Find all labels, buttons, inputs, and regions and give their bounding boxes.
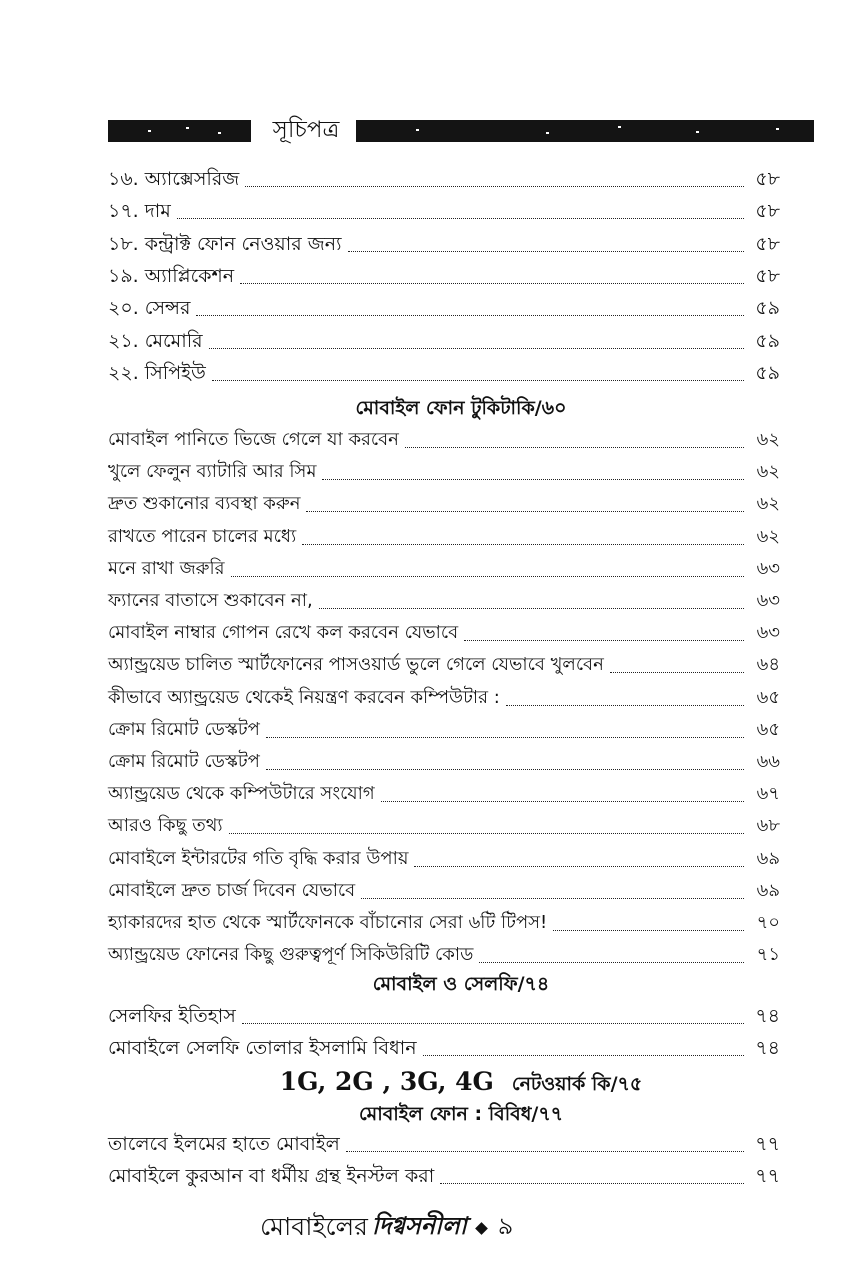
- footer-book-word: মোবাইলের: [260, 1211, 368, 1241]
- toc-entry: [108, 422, 780, 453]
- toc-entry: [108, 519, 780, 550]
- dotted-leader: [348, 250, 744, 252]
- toc-entry-page: ৭৪: [755, 1005, 780, 1027]
- toc-entry-label: দ্রুত শুকানোর ব্যবস্থা করুন: [108, 493, 301, 515]
- toc-entry-label: ১৮. কন্ট্রাক্ট ফোন নেওয়ার জন্য: [108, 232, 342, 255]
- toc-entry-label: ২২. সিপিইউ: [108, 361, 206, 384]
- toc-entry-page: ৬২: [756, 461, 780, 483]
- toc-entry-page: ৬৮: [756, 815, 780, 837]
- toc-entry-page: ৭৭: [755, 1165, 780, 1187]
- dotted-leader: [322, 478, 744, 480]
- toc-entry: [108, 323, 780, 354]
- toc-entry-label: সেলফির ইতিহাস: [108, 1005, 236, 1027]
- toc-entry: [108, 486, 780, 517]
- dotted-leader: [346, 1150, 744, 1152]
- toc-entry-label: আরও কিছু তথ্য: [108, 815, 223, 837]
- toc-entry-page: ৫৮: [755, 200, 780, 223]
- toc-entry-page: ৬৪: [756, 654, 780, 676]
- dotted-leader: [381, 800, 744, 802]
- dotted-leader: [212, 379, 744, 381]
- toc-entry-page: ৭৪: [755, 1037, 780, 1059]
- toc-entry-label: মোবাইলে কুরআন বা ধর্মীয় গ্রন্থ ইনস্টল করা: [108, 1165, 435, 1187]
- toc-entry: [108, 808, 780, 839]
- dotted-leader: [506, 704, 744, 706]
- toc-entry: [108, 355, 780, 386]
- toc-entry-page: ৫৮: [755, 264, 780, 287]
- section-heading-selfie: মোবাইল ও সেলফি/৭৪: [372, 973, 550, 995]
- dotted-leader: [361, 897, 744, 899]
- section-heading-misc: মোবাইল ফোন : বিবিধ/৭৭: [358, 1103, 564, 1125]
- dotted-leader: [610, 671, 744, 673]
- toc-entry-page: ৭১: [756, 944, 780, 966]
- toc-entry-page: ৭০: [756, 912, 780, 933]
- toc-entry: [108, 937, 780, 968]
- toc-entry: [108, 1126, 780, 1157]
- toc-entry-label: ক্রোম রিমোট ডেস্কটপ: [108, 751, 260, 772]
- toc-entry-page: ৬৩: [756, 557, 780, 579]
- dotted-leader: [231, 575, 744, 577]
- toc-entry-label: কীভাবে অ্যান্ড্রয়েড থেকেই নিয়ন্ত্রণ করবেন কম্পিউটার :: [108, 686, 500, 708]
- toc-entry-page: ৫৮: [755, 168, 780, 190]
- toc-entry-label: ১৭. দাম: [108, 200, 171, 223]
- toc-entry: [108, 905, 780, 936]
- dotted-leader: [405, 446, 744, 448]
- toc-entry: [108, 454, 780, 485]
- dotted-leader: [306, 510, 744, 512]
- toc-entry-label: অ্যান্ড্রয়েড ফোনের কিছু গুরুত্বপূর্ণ সিকিউরিটি কোড: [108, 944, 474, 966]
- toc-entry-label: ১৯. অ্যাপ্লিকেশন: [108, 264, 235, 287]
- toc-entry-label: তালেবে ইলমের হাতে মোবাইল: [108, 1133, 340, 1155]
- toc-entry-page: ৬২: [756, 429, 780, 450]
- toc-entry: [108, 744, 780, 775]
- toc-entry-page: ৬৯: [756, 847, 780, 869]
- toc-entry: [108, 998, 780, 1029]
- section-heading-tukitaki: মোবাইল ফোন টুকিটাকি/৬০: [355, 397, 567, 419]
- dotted-leader: [242, 1022, 744, 1024]
- page-footer: [260, 1205, 620, 1251]
- toc-entry-label: ক্রোম রিমোট ডেস্কটপ: [108, 718, 260, 740]
- dotted-leader: [440, 1182, 744, 1184]
- toc-entry-label: ২১. মেমোরি: [108, 329, 203, 352]
- toc-entry-label: হ্যাকারদের হাত থেকে স্মার্টফোনকে বাঁচানোর সেরা ৬টি টিপস!: [108, 912, 548, 933]
- dotted-leader: [245, 185, 744, 187]
- contents-header: [108, 112, 814, 148]
- toc-entry: [108, 1158, 780, 1189]
- toc-entry: [108, 226, 780, 257]
- dotted-leader: [196, 314, 744, 316]
- toc-entry-page: ৬৭: [756, 783, 780, 805]
- toc-entry: [108, 712, 780, 743]
- toc-entry-label: মনে রাখা জরুরি: [108, 557, 225, 579]
- toc-entry-page: ৫৮: [755, 232, 780, 255]
- toc-entry-page: ৬৬: [756, 751, 780, 772]
- dotted-leader: [302, 543, 744, 545]
- contents-title: সূচিপত্র: [272, 117, 340, 143]
- dotted-leader: [266, 768, 744, 770]
- network-generations: 1G, 2G , 3G, 4G: [279, 1067, 494, 1096]
- toc-entry-label: মোবাইল পানিতে ভিজে গেলে যা করবেন: [108, 429, 399, 450]
- toc-entry-label: মোবাইলে ইন্টারটের গতি বৃদ্ধি করার উপায়: [108, 847, 409, 869]
- toc-entry-page: ৬৩: [756, 622, 780, 644]
- toc-entry: [108, 841, 780, 872]
- toc-entry: [108, 647, 780, 678]
- toc-entry: [108, 161, 780, 192]
- diamond-icon: [475, 1222, 488, 1235]
- toc-entry-page: ৬৯: [756, 879, 780, 901]
- header-bar-right: [356, 120, 814, 142]
- toc-entry-label: ফ্যানের বাতাসে শুকাবেন না,: [108, 590, 313, 611]
- toc-entry: [108, 615, 780, 646]
- toc-entry-page: ৫৯: [755, 329, 780, 352]
- dotted-leader: [240, 282, 744, 284]
- toc-entry-label: ১৬. অ্যাক্সেসরিজ: [108, 168, 240, 190]
- toc-entry-label: মোবাইল নাম্বার গোপন রেখে কল করবেন যেভাবে: [108, 622, 459, 644]
- toc-entry-page: ৫৯: [755, 361, 780, 384]
- dotted-leader: [479, 961, 744, 963]
- toc-entry-label: মোবাইলে সেলফি তোলার ইসলামি বিধান: [108, 1037, 417, 1059]
- page-number: ৯: [497, 1212, 514, 1240]
- toc-entry-page: ৬২: [756, 525, 780, 547]
- dotted-leader: [266, 736, 744, 738]
- dotted-leader: [464, 639, 744, 641]
- toc-entry-label: ২০. সেন্সর: [108, 297, 191, 320]
- toc-entry-page: ৬৫: [756, 686, 780, 708]
- toc-entry: [108, 551, 780, 582]
- dotted-leader: [229, 832, 744, 834]
- toc-entry: [108, 776, 780, 807]
- toc-entry-label: রাখতে পারেন চালের মধ্যে: [108, 525, 297, 547]
- toc-entry: [108, 680, 780, 711]
- toc-entry-label: অ্যান্ড্রয়েড চালিত স্মার্টফোনের পাসওয়ার্ড ভুলে গেলে যেভাবে খুলবেন: [108, 654, 604, 676]
- toc-entry: [108, 873, 780, 904]
- toc-entry: [108, 258, 780, 289]
- toc-entry-page: ৬২: [756, 493, 780, 515]
- section-heading-network: [108, 1066, 814, 1098]
- toc-entry-label: মোবাইলে দ্রুত চার্জ দিবেন যেভাবে: [108, 879, 356, 901]
- toc-entry: [108, 290, 780, 321]
- toc-entry: [108, 583, 780, 614]
- dotted-leader: [209, 347, 744, 349]
- dotted-leader: [177, 217, 744, 219]
- dotted-leader: [414, 865, 744, 867]
- toc-entry-page: ৬৩: [756, 590, 780, 611]
- header-bar-left: [108, 120, 251, 142]
- footer-book-title: দিগ্বসনীলা: [371, 1211, 467, 1240]
- toc-entry-page: ৫৯: [755, 297, 780, 320]
- network-heading-text: নেটওয়ার্ক কি/৭৫: [511, 1073, 643, 1095]
- dotted-leader: [423, 1054, 744, 1056]
- toc-entry-label: অ্যান্ড্রয়েড থেকে কম্পিউটারে সংযোগ: [108, 783, 375, 805]
- dotted-leader: [553, 929, 744, 931]
- toc-entry-page: ৬৫: [756, 718, 780, 740]
- toc-entry: [108, 193, 780, 224]
- dotted-leader: [319, 607, 744, 609]
- toc-entry-label: খুলে ফেলুন ব্যাটারি আর সিম: [108, 461, 317, 483]
- toc-entry: [108, 1030, 780, 1061]
- toc-entry-page: ৭৭: [755, 1133, 780, 1155]
